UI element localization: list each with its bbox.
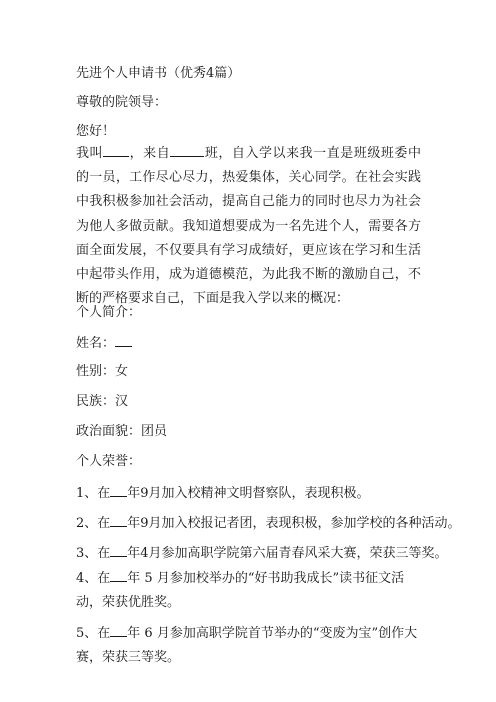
gender-field: 性别：女 — [76, 364, 129, 379]
class-blank — [170, 144, 204, 157]
honor-item-prefix: 4、在 — [76, 571, 111, 586]
honor-item — [76, 544, 448, 562]
political-status-field: 政治面貌：团员 — [76, 424, 168, 439]
year-blank — [110, 484, 127, 497]
ethnicity-field: 民族：汉 — [76, 394, 129, 409]
year-blank — [110, 624, 127, 637]
profile-heading: 个人简介： — [76, 305, 142, 320]
intro-text-2: ，来自 — [129, 146, 171, 161]
honor-item — [76, 484, 370, 502]
honor-item-prefix: 3、在 — [76, 546, 111, 561]
year-blank — [110, 544, 127, 557]
honors-heading: 个人荣誉： — [76, 454, 142, 469]
greeting: 您好！ — [76, 124, 116, 139]
honor-item-text: 年 5 月参加校举办的“好书助我成长”读书征文活动，荣获优胜奖。 — [76, 571, 405, 611]
name-blank — [103, 144, 129, 157]
intro-text-3: 班，自入学以来我一直是班级班委中的一员，工作尽心尽力，热爱集体，关心同学。在社会实践中我积极参加社会活动，提高自己能力的同时也尽力为社会为他人多做贡献。我知道想要成为一名先进个人，需要各方面全面发展，不仅要具有学习成绩好，更应该在学习和生活中起带头作用，成为道德模范，为此我不断的激励自己，不断的严格要求自己，下面是我入学以来的概况： — [76, 146, 421, 307]
honor-item-text: 年 6 月参加高职学院首节举办的“变废为宝”创作大赛，荣获三等奖。 — [76, 626, 418, 666]
honor-item-prefix: 2、在 — [76, 516, 111, 531]
year-blank — [110, 569, 127, 582]
honor-item-text: 年4月参加高职学院第六届青春风采大赛，荣获三等奖。 — [127, 546, 448, 561]
honor-item-text: 年9月加入校报记者团，表现积极，参加学校的各种活动。 — [127, 516, 461, 531]
intro-paragraph — [76, 142, 421, 311]
honor-item — [76, 567, 421, 615]
honor-item — [76, 514, 461, 532]
name-label: 姓名： — [76, 336, 116, 351]
name-field — [76, 334, 132, 352]
honor-item — [76, 622, 421, 670]
honor-item-prefix: 1、在 — [76, 486, 111, 501]
intro-text-1: 我叫 — [76, 146, 104, 161]
salutation: 尊敬的院领导： — [76, 95, 168, 110]
honor-item-text: 年9月加入校精神文明督察队，表现积极。 — [127, 486, 370, 501]
name-value-blank — [115, 334, 132, 347]
document-title: 先进个人申请书（优秀4篇） — [76, 66, 241, 81]
honor-item-prefix: 5、在 — [76, 626, 111, 641]
year-blank — [110, 514, 127, 527]
